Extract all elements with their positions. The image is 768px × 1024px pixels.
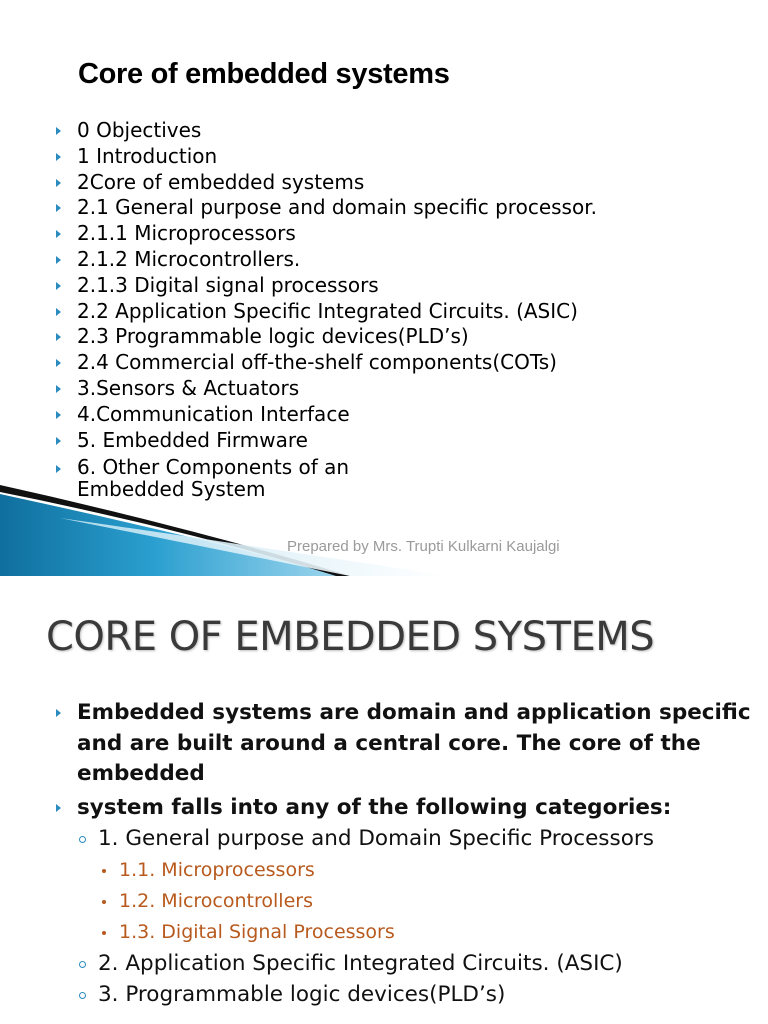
outline-item: 4.Communication Interface xyxy=(56,402,676,428)
slide-2-title: CORE OF EMBEDDED SYSTEMS xyxy=(46,614,655,660)
triangle-bullet-icon xyxy=(56,385,61,393)
slide-1-title: Core of embedded systems xyxy=(78,58,450,90)
outline-item: 2.4 Commercial off-the-shelf components(COTs) xyxy=(56,350,676,376)
triangle-bullet-icon xyxy=(56,282,61,290)
triangle-bullet-icon xyxy=(56,127,61,135)
outline-item: 2.1 General purpose and domain specific processor. xyxy=(56,195,676,221)
slide-1-footer: Prepared by Mrs. Trupti Kulkarni Kaujalgi xyxy=(287,538,560,555)
triangle-bullet-icon xyxy=(56,359,61,367)
circle-bullet-icon xyxy=(79,992,86,999)
dot-bullet-icon xyxy=(102,900,106,904)
content-bullet: system falls into any of the following categories: xyxy=(56,793,756,824)
circle-bullet-icon xyxy=(79,961,86,968)
triangle-bullet-icon xyxy=(56,333,61,341)
outline-item: 2.2 Application Specific Integrated Circuits. (ASIC) xyxy=(56,299,676,325)
sub-bullet: 1. General purpose and Domain Specific Processors xyxy=(56,823,756,855)
outline-item: 2.1.2 Microcontrollers. xyxy=(56,247,676,273)
dot-bullet-icon xyxy=(102,931,106,935)
triangle-bullet-icon xyxy=(56,230,61,238)
slide-2 xyxy=(0,576,768,1024)
outline-item: 1 Introduction xyxy=(56,144,676,170)
triangle-bullet-icon xyxy=(56,437,61,445)
swoosh-decoration-icon xyxy=(0,478,768,576)
outline-item: 2.1.1 Microprocessors xyxy=(56,221,676,247)
sub-bullet: 2. Application Specific Integrated Circuits. (ASIC) xyxy=(56,948,756,980)
circle-bullet-icon xyxy=(79,836,86,843)
outline-item: 2.3 Programmable logic devices(PLD’s) xyxy=(56,324,676,350)
triangle-bullet-icon xyxy=(56,256,61,264)
triangle-bullet-icon xyxy=(56,308,61,316)
slide-2-content xyxy=(56,698,756,1011)
triangle-bullet-icon xyxy=(56,411,61,419)
content-bullet: Embedded systems are domain and application specific and are built around a central core. The core of the embedded xyxy=(56,698,756,790)
outline-item: 5. Embedded Firmware xyxy=(56,428,676,454)
outline-item: 2Core of embedded systems xyxy=(56,170,676,196)
triangle-bullet-icon xyxy=(56,153,61,161)
outline-item: 3.Sensors & Actuators xyxy=(56,376,676,402)
triangle-bullet-icon xyxy=(56,179,61,187)
subsub-bullet: 1.3. Digital Signal Processors xyxy=(56,917,756,948)
subsub-bullet: 1.2. Microcontrollers xyxy=(56,886,756,917)
triangle-bullet-icon xyxy=(56,204,61,212)
outline-item: 2.1.3 Digital signal processors xyxy=(56,273,676,299)
triangle-bullet-icon xyxy=(56,709,61,717)
slide-1-outline xyxy=(56,118,676,500)
outline-item: 6. Other Components of an Embedded System xyxy=(56,456,676,500)
triangle-bullet-icon xyxy=(56,804,61,812)
outline-item: 0 Objectives xyxy=(56,118,676,144)
sub-bullet: 3. Programmable logic devices(PLD’s) xyxy=(56,979,756,1011)
dot-bullet-icon xyxy=(102,869,106,873)
subsub-bullet: 1.1. Microprocessors xyxy=(56,855,756,886)
triangle-bullet-icon xyxy=(56,465,61,473)
